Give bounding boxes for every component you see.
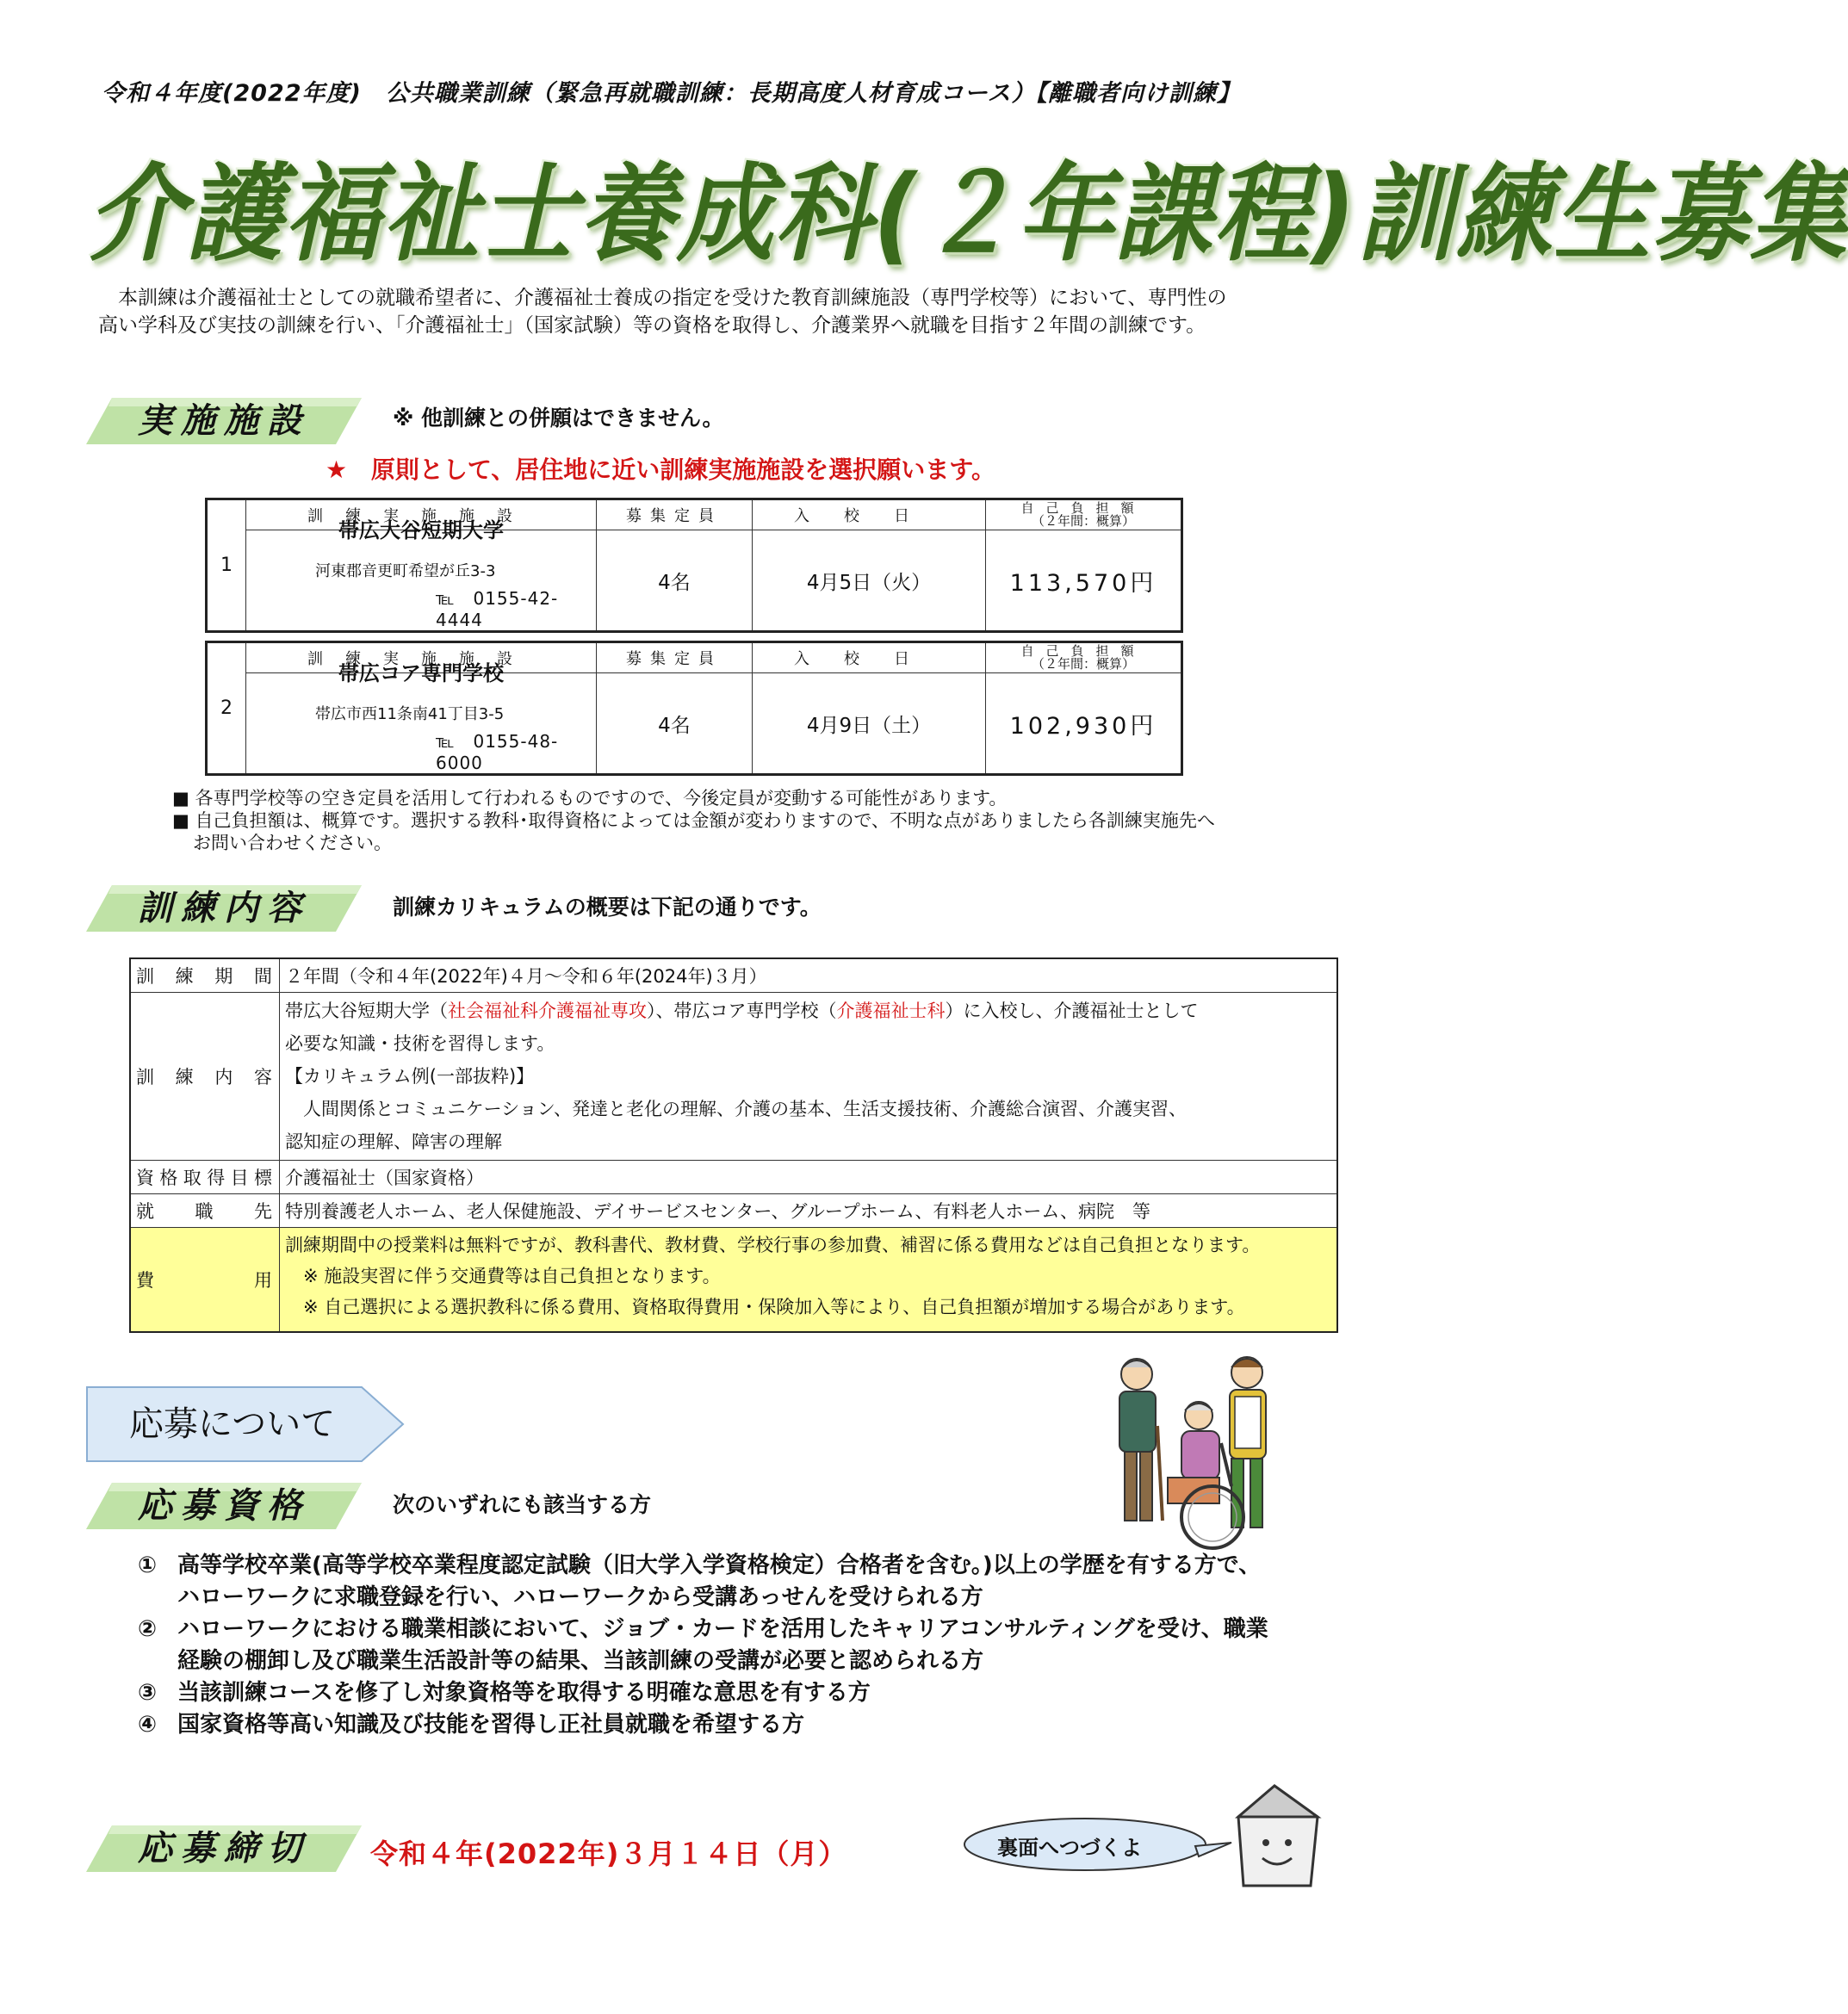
fee-line-3: ※ 自己選択による選択教科に係る費用、資格取得費用・保険加入等により、自己負担額が増加する場合があります。 bbox=[285, 1297, 1245, 1317]
facility-info bbox=[246, 661, 597, 775]
content-label: 訓練内容 bbox=[130, 993, 280, 1161]
facilities-star-note bbox=[326, 451, 995, 486]
qualification-row bbox=[130, 1161, 1337, 1194]
mascot-icon bbox=[1231, 1782, 1326, 1894]
facility-no: 1 bbox=[207, 499, 246, 632]
deadline-date: 令和４年(2022年)３月１４日（月） bbox=[370, 1837, 847, 1870]
fee-row bbox=[130, 1228, 1337, 1333]
program-name-1: 社会福祉科介護福祉専攻 bbox=[448, 1001, 647, 1021]
content-note: 訓練カリキュラムの概要は下記の通りです。 bbox=[393, 895, 822, 920]
content-row bbox=[130, 993, 1337, 1161]
facility-note-2b: お問い合わせください。 bbox=[193, 833, 392, 853]
subtitle: 令和４年度(2022年度) 公共職業訓練（緊急再就職訓練：長期高度人材育成コース）【離職者向け訓練】 bbox=[102, 80, 1241, 107]
fee-line-2: ※ 施設実習に伴う交通費等は自己負担となります。 bbox=[285, 1266, 721, 1286]
facility-tel: ℡ 0155-42-4444 bbox=[436, 588, 559, 630]
fee-value bbox=[280, 1228, 1338, 1333]
list-item: ③ 当該訓練コースを修了し対象資格等を取得する明確な意思を有する方 bbox=[138, 1680, 871, 1706]
qualification-value: 介護福祉士（国家資格） bbox=[280, 1161, 1338, 1194]
facilities-banner bbox=[86, 398, 362, 444]
facility-tel: ℡ 0155-48-6000 bbox=[436, 731, 559, 773]
list-item: ① 高等学校卒業(高等学校卒業程度認定試験（旧大学入学資格検定）合格者を含む。)以上の学歴を有する方で、ハローワークに求職登録を行い、ハローワークから受講あっせんを受けられる方 bbox=[138, 1552, 1262, 1610]
intro-text bbox=[98, 284, 1338, 339]
header-entry: 入校日 bbox=[753, 499, 986, 530]
job-value: 特別養護老人ホーム、老人保健施設、デイサービスセンター、グループホーム、有料老人ホーム、病院 等 bbox=[280, 1194, 1338, 1228]
facility-address: 河東郡音更町希望が丘3-3 bbox=[315, 562, 496, 580]
qualification-banner bbox=[86, 1483, 362, 1529]
facilities-note: ※ 他訓練との併願はできません。 bbox=[393, 406, 724, 431]
application-heading bbox=[86, 1386, 405, 1462]
intro-line-1: 本訓練は介護福祉士としての就職希望者に、介護福祉士養成の指定を受けた教育訓練施設（専門学校等）において、専門性の bbox=[98, 287, 1227, 309]
facility-table-2 bbox=[205, 641, 1183, 776]
content-line-3: 【カリキュラム例(一部抜粋)】 bbox=[285, 1066, 535, 1087]
facility-name: 帯広コア専門学校 bbox=[338, 661, 504, 685]
list-item: ② ハローワークにおける職業相談において、ジョブ・カードを活用したキャリアコンサルティングを受け、職業経験の棚卸し及び職業生活設計等の結果、当該訓練の受講が必要と認められる方 bbox=[138, 1616, 1268, 1674]
requirements-list bbox=[138, 1550, 1283, 1741]
header-facility: 訓練実施施設 bbox=[246, 642, 597, 673]
qualification-banner-label: 応募資格 bbox=[138, 1485, 310, 1526]
content-line-1: 帯広大谷短期大学（社会福祉科介護福祉専攻）、帯広コア専門学校（介護福祉士科）に入校し、介護福祉士として bbox=[285, 1001, 1199, 1021]
facility-cost: 113,570円 bbox=[986, 530, 1182, 632]
facility-row bbox=[207, 673, 1182, 775]
page-title: 介護福祉士養成科(２年課程)訓練生募集 bbox=[88, 152, 1848, 276]
job-label: 就職先 bbox=[130, 1194, 280, 1228]
period-value: ２年間（令和４年(2022年)４月～令和６年(2024年)３月） bbox=[280, 958, 1338, 993]
header-cost: 自己負担額 （２年間：概算） bbox=[986, 642, 1182, 673]
facility-notes bbox=[172, 787, 1215, 854]
fee-line-1: 訓練期間中の授業料は無料ですが、教科書代、教材費、学校行事の参加費、補習に係る費用などは自己負担となります。 bbox=[285, 1235, 1261, 1255]
facility-info bbox=[246, 518, 597, 632]
header-entry: 入校日 bbox=[753, 642, 986, 673]
qualification-note: 次のいずれにも該当する方 bbox=[393, 1492, 652, 1517]
curriculum-table bbox=[129, 957, 1338, 1333]
content-line-5: 認知症の理解、障害の理解 bbox=[285, 1131, 502, 1152]
star-icon: ★ bbox=[326, 455, 348, 484]
header-capacity: 募集定員 bbox=[597, 499, 753, 530]
facility-cost: 102,930円 bbox=[986, 673, 1182, 775]
facility-row bbox=[207, 530, 1182, 632]
facility-capacity: 4名 bbox=[597, 530, 753, 632]
continue-text: 裏面へつづくよ bbox=[997, 1836, 1142, 1860]
content-banner bbox=[86, 885, 362, 932]
facility-note-1: ■ 各専門学校等の空き定員を活用して行われるものですので、今後定員が変動する可能性があります。 bbox=[172, 788, 1008, 809]
fee-label: 費用 bbox=[130, 1228, 280, 1333]
deadline-banner bbox=[86, 1825, 362, 1872]
content-line-2: 必要な知識・技術を習得します。 bbox=[285, 1033, 555, 1054]
content-value bbox=[280, 993, 1338, 1161]
header-capacity: 募集定員 bbox=[597, 642, 753, 673]
facility-name: 帯広大谷短期大学 bbox=[338, 518, 504, 542]
facility-note-2: ■ 自己負担額は、概算です。選択する教科･取得資格によっては金額が変わりますので、不明な点がありましたら各訓練実施先へ bbox=[172, 810, 1215, 831]
period-row bbox=[130, 958, 1337, 993]
facility-capacity: 4名 bbox=[597, 673, 753, 775]
period-label: 訓練期間 bbox=[130, 958, 280, 993]
program-name-2: 介護福祉士科 bbox=[836, 1001, 946, 1021]
header-cost: 自己負担額 （２年間：概算） bbox=[986, 499, 1182, 530]
facility-address: 帯広市西11条南41丁目3-5 bbox=[315, 705, 505, 723]
star-note-text: 原則として、居住地に近い訓練実施施設を選択願います。 bbox=[370, 455, 996, 484]
job-row bbox=[130, 1194, 1337, 1228]
intro-line-2: 高い学科及び実技の訓練を行い、「介護福祉士」（国家試験）等の資格を取得し、介護業界へ就職を目指す２年間の訓練です。 bbox=[98, 314, 1206, 337]
qualification-label: 資格取得目標 bbox=[130, 1161, 280, 1194]
application-heading-label: 応募について bbox=[129, 1404, 336, 1444]
facilities-banner-label: 実施施設 bbox=[138, 400, 310, 441]
caregiver-illustration-icon bbox=[1102, 1348, 1305, 1564]
content-line-4: 人間関係とコミュニケーション、発達と老化の理解、介護の基本、生活支援技術、介護総合演習、介護実習、 bbox=[285, 1099, 1188, 1119]
facility-entry-date: 4月9日（土） bbox=[753, 673, 986, 775]
header-facility: 訓練実施施設 bbox=[246, 499, 597, 530]
list-item: ④ 国家資格等高い知識及び技能を習得し正社員就職を希望する方 bbox=[138, 1712, 805, 1738]
facility-entry-date: 4月5日（火） bbox=[753, 530, 986, 632]
facility-table-1 bbox=[205, 498, 1183, 633]
facility-no: 2 bbox=[207, 642, 246, 775]
deadline-banner-label: 応募締切 bbox=[138, 1828, 310, 1868]
content-banner-label: 訓練内容 bbox=[138, 888, 310, 928]
